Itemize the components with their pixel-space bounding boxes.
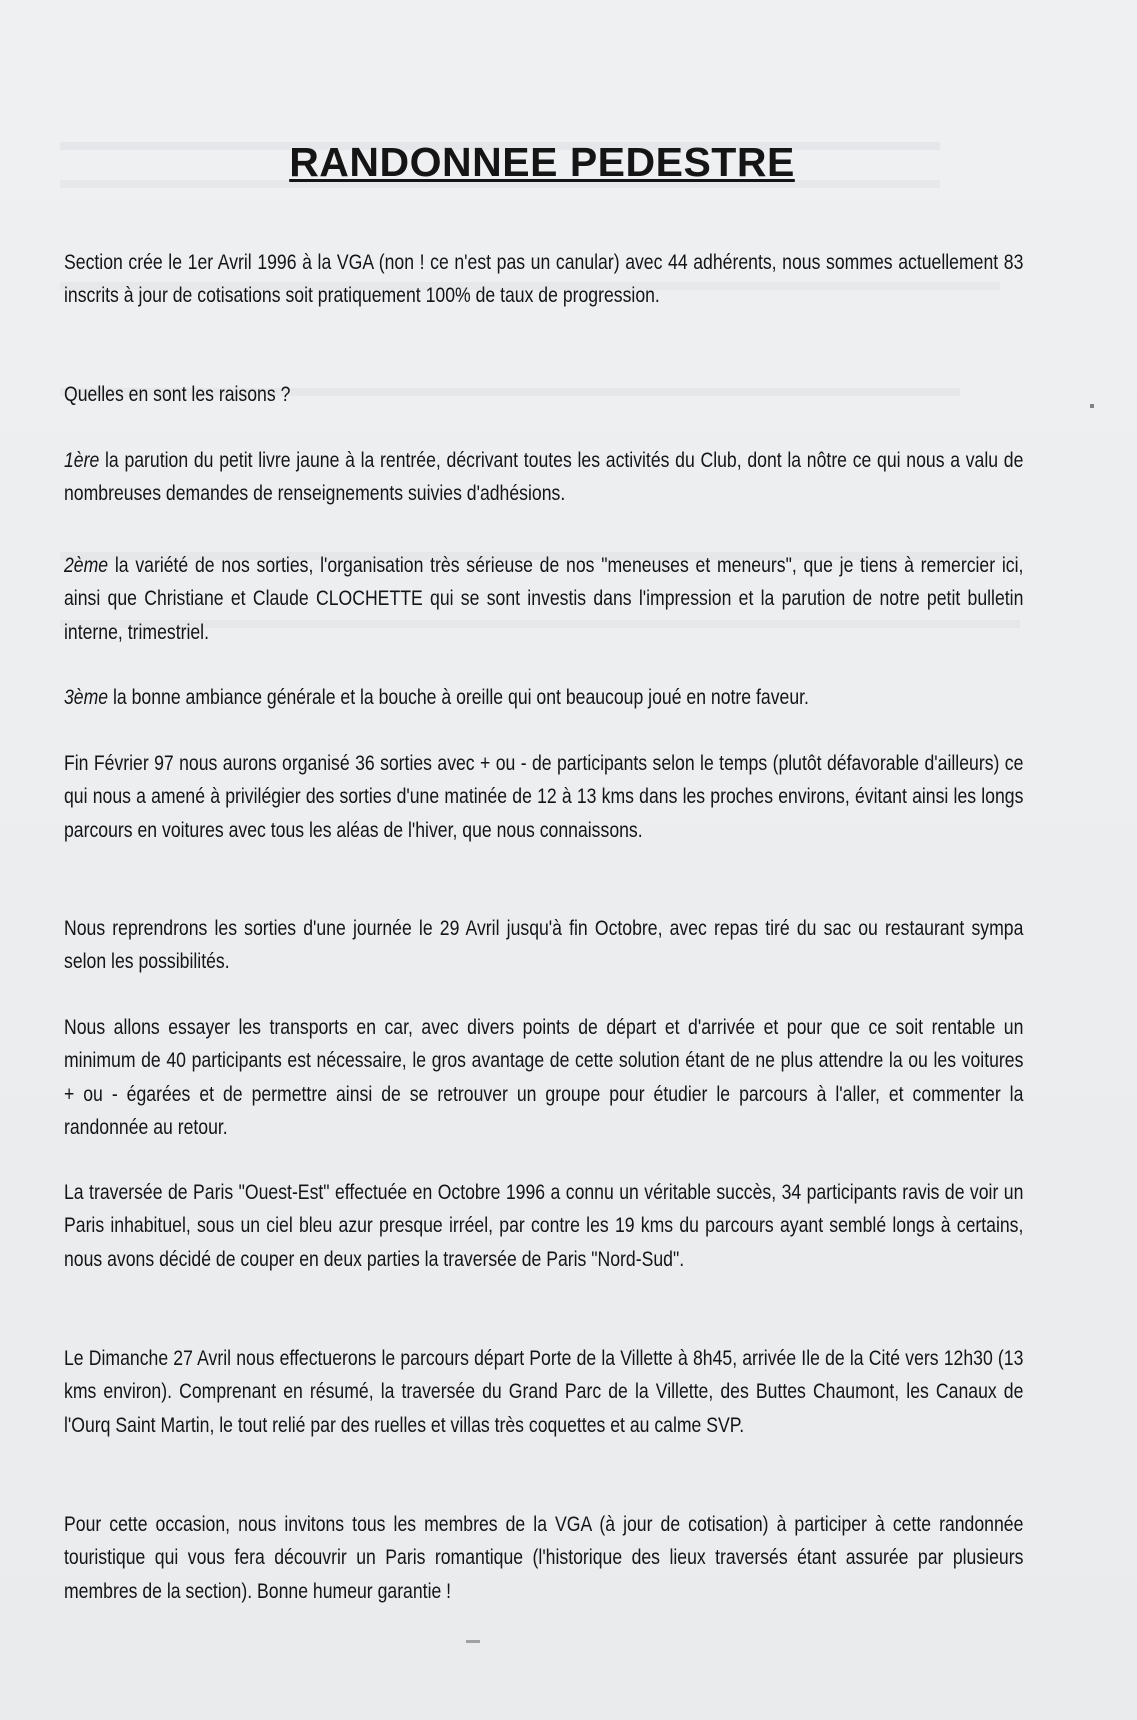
reason-number: 2ème [64, 553, 109, 577]
paragraph-reason-1: 1ère la parution du petit livre jaune à la rentrée, décrivant toutes les activités du Club, dont la nôtre ce qui nous a valu de nombreuses demandes de renseignements suivies d'adhésions. [64, 448, 1024, 506]
paragraph-sunday-route: Le Dimanche 27 Avril nous effectuerons le parcours départ Porte de la Villette à 8h45, arrivée Ile de la Cité vers 12h30 (13 kms environ). Comprenant en résumé, la traversée du Grand Parc de la Villette, des Buttes Chaumont, les Canaux de l'Ourq Saint Martin, le tout relié par des ruelles et villas très coquettes et au calme SVP. [64, 1346, 1024, 1437]
paragraph-invitation: Pour cette occasion, nous invitons tous les membres de la VGA (à jour de cotisation) à participer à cette randonnée touristique qui vous fera découvrir un Paris romantique (l'historique des lieux traversés étant assurée par plusieurs membres de la section). Bonne humeur garantie ! [64, 1512, 1024, 1603]
reason-number: 3ème [64, 685, 109, 709]
paragraph-paris-crossing: La traversée de Paris "Ouest-Est" effectuée en Octobre 1996 a connu un véritable succès, 34 participants ravis de voir un Paris inhabituel, sous un ciel bleu azur presque irréel, par contre les 19 kms du parcours ayant semblé longs à certains, nous avons décidé de couper en deux parties la traversée de Paris "Nord-Sud". [64, 1180, 1024, 1271]
paragraph-outings-count: Fin Février 97 nous aurons organisé 36 sorties avec + ou - de participants selon le temps (plutôt défavorable d'ailleurs) ce qui nous a amené à privilégier des sorties d'une matinée de 12 à 13 kms dans les proches environs, évitant ainsi les longs parcours en voitures avec tous les aléas de l'hiver, que nous connaissons. [64, 751, 1024, 842]
paragraph-question: Quelles en sont les raisons ? [64, 382, 291, 406]
page-title: RANDONNEE PEDESTRE [289, 139, 795, 185]
paragraph-day-outings: Nous reprendrons les sorties d'une journée le 29 Avril jusqu'à fin Octobre, avec repas tiré du sac ou restaurant sympa selon les possibilités. [64, 916, 1024, 974]
reason-number: 1ère [64, 448, 100, 472]
paragraph-reason-2: 2ème la variété de nos sorties, l'organisation très sérieuse de nos "meneuses et meneurs", que je tiens à remercier ici, ainsi que Christiane et Claude CLOCHETTE qui se sont investis dans l'impression et la parution de notre petit bulletin interne, trimestriel. [64, 553, 1024, 644]
paragraph-bus-transport: Nous allons essayer les transports en car, avec divers points de départ et d'arrivée et pour que ce soit rentable un minimum de 40 participants est nécessaire, le gros avantage de cette solution étant de ne plus attendre la ou les voitures + ou - égarées et de permettre ainsi de se retrouver un groupe pour étudier le parcours à l'aller, et commenter la randonnée au retour. [64, 1015, 1024, 1139]
paragraph-reason-3: 3ème la bonne ambiance générale et la bouche à oreille qui ont beaucoup joué en notre faveur. [64, 685, 809, 709]
paragraph-intro: Section crée le 1er Avril 1996 à la VGA (non ! ce n'est pas un canular) avec 44 adhérents, nous sommes actuellement 83 inscrits à jour de cotisations soit pratiquement 100% de taux de progression. [64, 250, 1024, 308]
bleed-through-mark [466, 1640, 480, 1643]
bleed-through-mark [1090, 404, 1094, 408]
